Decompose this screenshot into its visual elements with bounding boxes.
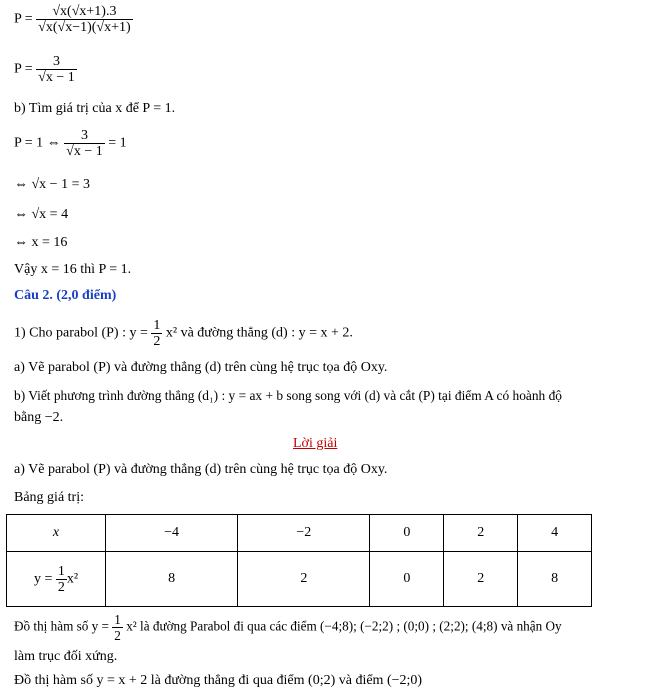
fraction-numerator: 3	[36, 54, 77, 70]
fraction-denominator: 2	[153, 334, 161, 349]
conclusion: Vậy x = 16 thì P = 1.	[14, 262, 132, 277]
value-table	[6, 514, 592, 607]
fraction-numerator: √x(√x+1).3	[36, 4, 133, 20]
header-prefix: y =	[33, 571, 53, 587]
intro-prefix: 1) Cho parabol (P) : y =	[14, 325, 148, 341]
equation-step-2: ⇔ √x − 1 = 3	[14, 177, 90, 192]
equation-step-4: ⇔ x = 16	[14, 235, 68, 250]
table-header-x: x	[7, 515, 106, 552]
table-cell: −4	[106, 515, 238, 552]
solution-part-a: a) Vẽ parabol (P) và đường thẳng (d) trên cùng hệ trục tọa độ Oxy.	[14, 462, 388, 477]
formula-p-simplified	[14, 54, 77, 85]
question-2-part-b-line1: b) Viết phương trình đường thẳng (d₁) : y = ax + b song song với (d) và cắt (P) tại điểm A có hoành độ	[14, 388, 562, 403]
table-cell: 2	[444, 552, 518, 607]
graph-parabola-desc-cont: làm trục đối xứng.	[14, 649, 118, 664]
question-2-title: Câu 2. (2,0 điểm)	[14, 288, 117, 303]
table-cell: −2	[238, 515, 370, 552]
table-cell: 0	[370, 552, 444, 607]
question-2-part-a: a) Vẽ parabol (P) và đường thẳng (d) trên cùng hệ trục tọa độ Oxy.	[14, 360, 388, 375]
question-2-intro	[14, 318, 353, 349]
graph-parabola-desc	[14, 612, 562, 643]
table-cell: 8	[518, 552, 592, 607]
equation-step-1	[14, 128, 127, 159]
solution-title: Lời giải	[293, 436, 338, 451]
fraction	[36, 54, 77, 85]
fraction-numerator: 1	[57, 563, 65, 579]
header-suffix: x²	[66, 571, 79, 587]
fraction	[151, 318, 162, 349]
table-cell: 4	[518, 515, 592, 552]
fraction-denominator: √x − 1	[66, 144, 103, 159]
formula-lhs: P =	[14, 61, 33, 77]
intro-suffix: x² và đường thẳng (d) : y = x + 2.	[165, 325, 353, 341]
fraction-denominator: 2	[57, 579, 65, 595]
table-cell: 8	[106, 552, 238, 607]
fraction-denominator: √x − 1	[38, 70, 75, 85]
part-b-title: b) Tìm giá trị của x để P = 1.	[14, 101, 176, 116]
table-row-y	[7, 552, 592, 607]
table-row-x	[7, 515, 592, 552]
fraction-numerator: 1	[153, 318, 161, 333]
fraction-denominator: √x(√x−1)(√x+1)	[38, 20, 131, 35]
formula-lhs: P =	[14, 11, 33, 27]
table-cell: 2	[238, 552, 370, 607]
question-2-part-b-line2: bằng −2.	[14, 410, 64, 425]
graph-prefix: Đồ thị hàm số y =	[14, 618, 109, 634]
fraction	[64, 128, 105, 159]
fraction-numerator: 3	[64, 128, 105, 144]
fraction-numerator: 1	[114, 612, 121, 627]
table-cell: 0	[370, 515, 444, 552]
graph-suffix: x² là đường Parabol đi qua các điểm (−4;8); (−2;2) ; (0;0) ; (2;2); (4;8) và nhận Oy	[126, 618, 562, 634]
graph-line-desc: Đồ thị hàm số y = x + 2 là đường thẳng đi qua điểm (0;2) và điểm (−2;0)	[14, 673, 423, 688]
fraction	[56, 564, 67, 595]
table-caption: Bảng giá trị:	[14, 490, 84, 505]
equation-rhs: = 1	[108, 135, 127, 151]
equation-lhs: P = 1 ⇔	[14, 135, 61, 151]
fraction	[112, 612, 123, 643]
equation-step-3: ⇔ √x = 4	[14, 207, 69, 222]
table-cell: 2	[444, 515, 518, 552]
fraction	[36, 4, 133, 35]
fraction-denominator: 2	[114, 628, 121, 643]
formula-p-expanded	[14, 4, 133, 35]
table-header-y	[7, 552, 106, 607]
